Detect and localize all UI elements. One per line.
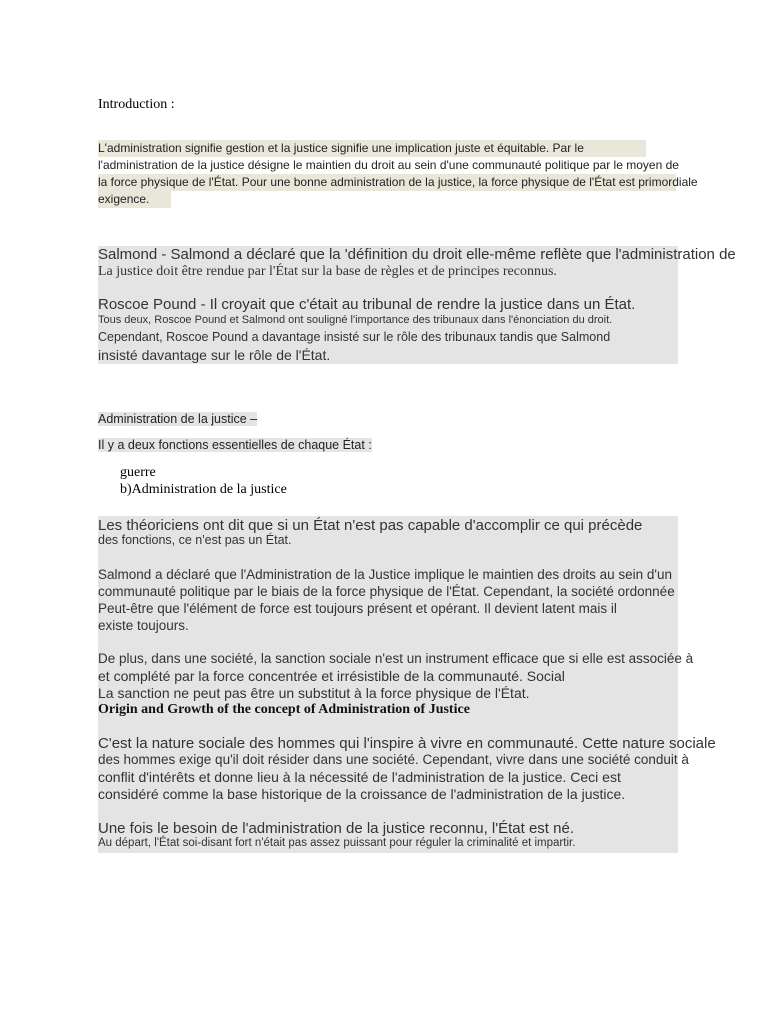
paragraph-line: Au départ, l'État soi-disant fort n'était pas assez puissant pour réguler la criminalité et impartir.: [98, 837, 576, 849]
definitions-block: [98, 246, 736, 364]
intro-line: L'administration signifie gestion et la justice signifie une implication juste et équitable. Par le: [98, 140, 646, 157]
salmond-line: La justice doit être rendue par l'État sur la base de règles et de principes reconnus.: [98, 264, 557, 279]
salmond-line: Salmond - Salmond a déclaré que la 'définition du droit elle-même reflète que l'administration de: [98, 246, 736, 263]
section-subheading: Il y a deux fonctions essentielles de chaque État :: [98, 438, 372, 452]
paragraph-line: et complété par la force concentrée et irrésistible de la communauté. Social: [98, 668, 565, 684]
comparison-line: Cependant, Roscoe Pound a davantage insisté sur le rôle des tribunaux tandis que Salmond: [98, 330, 611, 344]
paragraph-line: La sanction ne peut pas être un substitut à la force physique de l'État.: [98, 685, 530, 701]
paragraph-line: existe toujours.: [98, 618, 189, 633]
comparison-line: insisté davantage sur le rôle de l'État.: [98, 347, 331, 363]
page-title: Introduction :: [98, 97, 175, 112]
intro-line: l'administration de la justice désigne le maintien du droit au sein d'une communauté politique par le moyen de: [98, 158, 679, 172]
intro-paragraph: [98, 140, 698, 208]
paragraph-line: considéré comme la base historique de la croissance de l'administration de la justice.: [98, 786, 626, 802]
body-block: [98, 516, 716, 853]
paragraph-line: Une fois le besoin de l'administration de la justice reconnu, l'État est né.: [98, 820, 574, 837]
paragraph-line: conflit d'intérêts et donne lieu à la nécessité de l'administration de la justice. Ceci est: [98, 769, 621, 785]
section-heading: Administration de la justice –: [98, 412, 258, 426]
section-heading: Origin and Growth of the concept of Administration of Justice: [98, 702, 470, 717]
comparison-line: Tous deux, Roscoe Pound et Salmond ont souligné l'importance des tribunaux dans l'énonciation du droit.: [98, 314, 613, 326]
list-item: guerre: [120, 465, 156, 480]
paragraph-line: C'est la nature sociale des hommes qui l'inspire à vivre en communauté. Cette nature sociale: [98, 735, 716, 752]
intro-line: la force physique de l'État. Pour une bonne administration de la justice, la force physique de l'État est primordiale: [98, 175, 698, 189]
paragraph-line: des hommes exige qu'il doit résider dans une société. Cependant, vivre dans une société conduit à: [98, 752, 689, 767]
functions-list: [120, 464, 287, 498]
paragraph-line: Salmond a déclaré que l'Administration de la Justice implique le maintien des droits au sein d'un: [98, 567, 672, 582]
paragraph-line: De plus, dans une société, la sanction sociale n'est un instrument efficace que si elle est associée à: [98, 651, 694, 666]
paragraph-line: des fonctions, ce n'est pas un État.: [98, 533, 292, 547]
intro-line: exigence.: [98, 191, 171, 208]
paragraph-line: Peut-être que l'élément de force est toujours présent et opérant. Il devient latent mais il: [98, 601, 617, 616]
paragraph-line: Les théoriciens ont dit que si un État n'est pas capable d'accomplir ce qui précède: [98, 517, 643, 534]
list-item: b)Administration de la justice: [120, 482, 287, 497]
pound-line: Roscoe Pound - Il croyait que c'était au tribunal de rendre la justice dans un État.: [98, 296, 636, 313]
paragraph-line: communauté politique par le biais de la force physique de l'État. Cependant, la société ordonnée: [98, 584, 675, 599]
